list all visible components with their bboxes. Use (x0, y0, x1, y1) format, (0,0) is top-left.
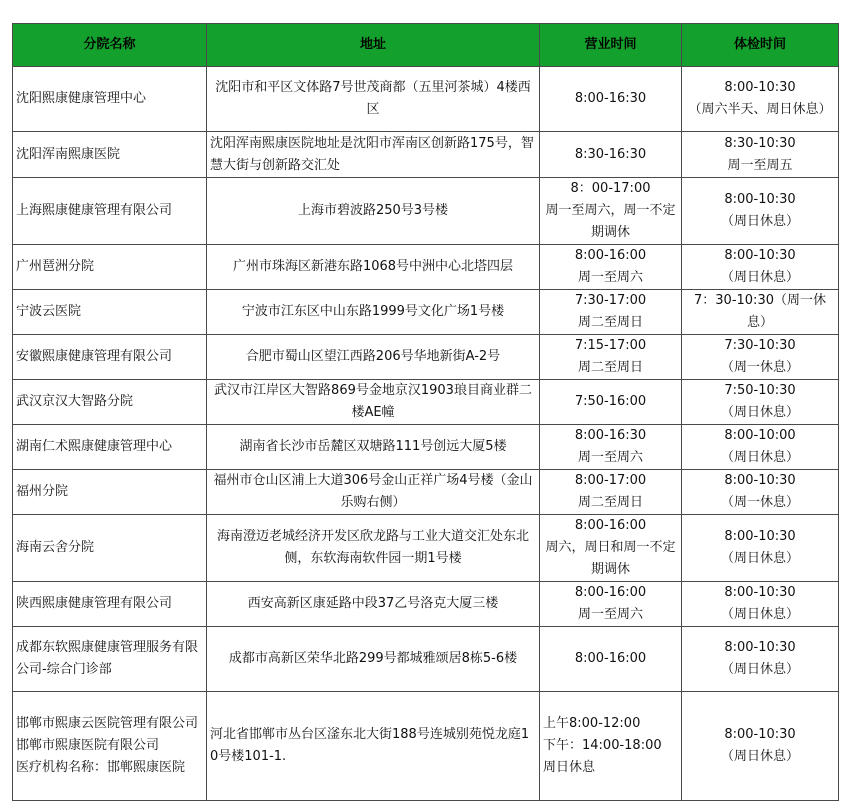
table-row (13, 515, 839, 582)
table-row (13, 245, 839, 290)
address-cell: 沈阳浑南熙康医院地址是沈阳市浑南区创新路175号，智慧大街与创新路交汇处 (207, 132, 540, 178)
branch-name-cell: 湖南仁术熙康健康管理中心 (13, 425, 207, 470)
header-address: 地址 (207, 24, 540, 67)
branch-name-cell: 广州琶洲分院 (13, 245, 207, 290)
table-row (13, 582, 839, 627)
business-hours-cell: 7:15-17:00 周二至周日 (540, 335, 682, 380)
exam-hours-cell: 8:00-10:30 （周日休息） (682, 178, 839, 245)
table-row (13, 132, 839, 178)
business-hours-cell: 8:00-16:00 周一至周六 (540, 245, 682, 290)
branch-name-cell: 安徽熙康健康管理有限公司 (13, 335, 207, 380)
address-cell: 湖南省长沙市岳麓区双塘路111号创远大厦5楼 (207, 425, 540, 470)
exam-hours-cell: 8:00-10:30 （周日休息） (682, 692, 839, 801)
table-row (13, 470, 839, 515)
table-row (13, 178, 839, 245)
business-hours-cell: 8:00-16:00 周六，周日和周一不定期调休 (540, 515, 682, 582)
branch-name-cell: 福州分院 (13, 470, 207, 515)
exam-hours-cell: 8:30-10:30 周一至周五 (682, 132, 839, 178)
address-cell: 西安高新区康延路中段37乙号洛克大厦三楼 (207, 582, 540, 627)
exam-hours-cell: 8:00-10:30 （周日休息） (682, 627, 839, 692)
address-cell: 广州市珠海区新港东路1068号中洲中心北塔四层 (207, 245, 540, 290)
branch-name-cell: 邯郸市熙康云医院管理有限公司 邯郸市熙康医院有限公司 医疗机构名称：邯郸熙康医院 (13, 692, 207, 801)
business-hours-cell: 8:00-16:30 周一至周六 (540, 425, 682, 470)
address-cell: 武汉市江岸区大智路869号金地京汉1903琅目商业群二楼AE幢 (207, 380, 540, 425)
branch-name-cell: 成都东软熙康健康管理服务有限公司-综合门诊部 (13, 627, 207, 692)
business-hours-cell: 7:50-16:00 (540, 380, 682, 425)
exam-hours-cell: 8:00-10:30 （周日休息） (682, 245, 839, 290)
address-cell: 上海市碧波路250号3号楼 (207, 178, 540, 245)
exam-hours-cell: 8:00-10:00 （周日休息） (682, 425, 839, 470)
header-branch-name: 分院名称 (13, 24, 207, 67)
address-cell: 宁波市江东区中山东路1999号文化广场1号楼 (207, 290, 540, 335)
branch-name-cell: 宁波云医院 (13, 290, 207, 335)
header-business-hours: 营业时间 (540, 24, 682, 67)
exam-hours-cell: 8:00-10:30 （周日休息） (682, 515, 839, 582)
business-hours-cell: 8:30-16:30 (540, 132, 682, 178)
table-row (13, 380, 839, 425)
business-hours-cell: 8:00-16:30 (540, 67, 682, 132)
business-hours-cell: 8:00-17:00 周二至周日 (540, 470, 682, 515)
branch-table (12, 23, 839, 801)
address-cell: 合肥市蜀山区望江西路206号华地新街A-2号 (207, 335, 540, 380)
table-row (13, 692, 839, 801)
exam-hours-cell: 8:00-10:30 （周六半天、周日休息） (682, 67, 839, 132)
address-cell: 成都市高新区荣华北路299号都城雅颂居8栋5-6楼 (207, 627, 540, 692)
exam-hours-cell: 7:50-10:30 （周日休息） (682, 380, 839, 425)
business-hours-cell: 8:00-16:00 (540, 627, 682, 692)
table-row (13, 290, 839, 335)
exam-hours-cell: 8:00-10:30 （周一休息） (682, 470, 839, 515)
table-row (13, 627, 839, 692)
address-cell: 沈阳市和平区文体路7号世茂商都（五里河茶城）4楼西区 (207, 67, 540, 132)
address-cell: 海南澄迈老城经济开发区欣龙路与工业大道交汇处东北侧，东软海南软件园一期1号楼 (207, 515, 540, 582)
branch-name-cell: 沈阳浑南熙康医院 (13, 132, 207, 178)
business-hours-cell: 上午8:00-12:00 下午：14:00-18:00 周日休息 (540, 692, 682, 801)
branch-name-cell: 武汉京汉大智路分院 (13, 380, 207, 425)
address-cell: 河北省邯郸市丛台区滏东北大街188号连城别苑悦龙庭10号楼101-1. (207, 692, 540, 801)
table-row (13, 335, 839, 380)
address-cell: 福州市仓山区浦上大道306号金山正祥广场4号楼（金山乐购右侧） (207, 470, 540, 515)
branch-name-cell: 上海熙康健康管理有限公司 (13, 178, 207, 245)
table-row (13, 425, 839, 470)
branch-name-cell: 沈阳熙康健康管理中心 (13, 67, 207, 132)
exam-hours-cell: 7：30-10:30（周一休息） (682, 290, 839, 335)
table-header-row (13, 24, 839, 67)
table-row (13, 67, 839, 132)
branch-name-cell: 陕西熙康健康管理有限公司 (13, 582, 207, 627)
business-hours-cell: 7:30-17:00 周二至周日 (540, 290, 682, 335)
business-hours-cell: 8:00-16:00 周一至周六 (540, 582, 682, 627)
business-hours-cell: 8：00-17:00 周一至周六，周一不定期调休 (540, 178, 682, 245)
branch-name-cell: 海南云舍分院 (13, 515, 207, 582)
exam-hours-cell: 7:30-10:30 （周一休息） (682, 335, 839, 380)
header-exam-hours: 体检时间 (682, 24, 839, 67)
exam-hours-cell: 8:00-10:30 （周日休息） (682, 582, 839, 627)
